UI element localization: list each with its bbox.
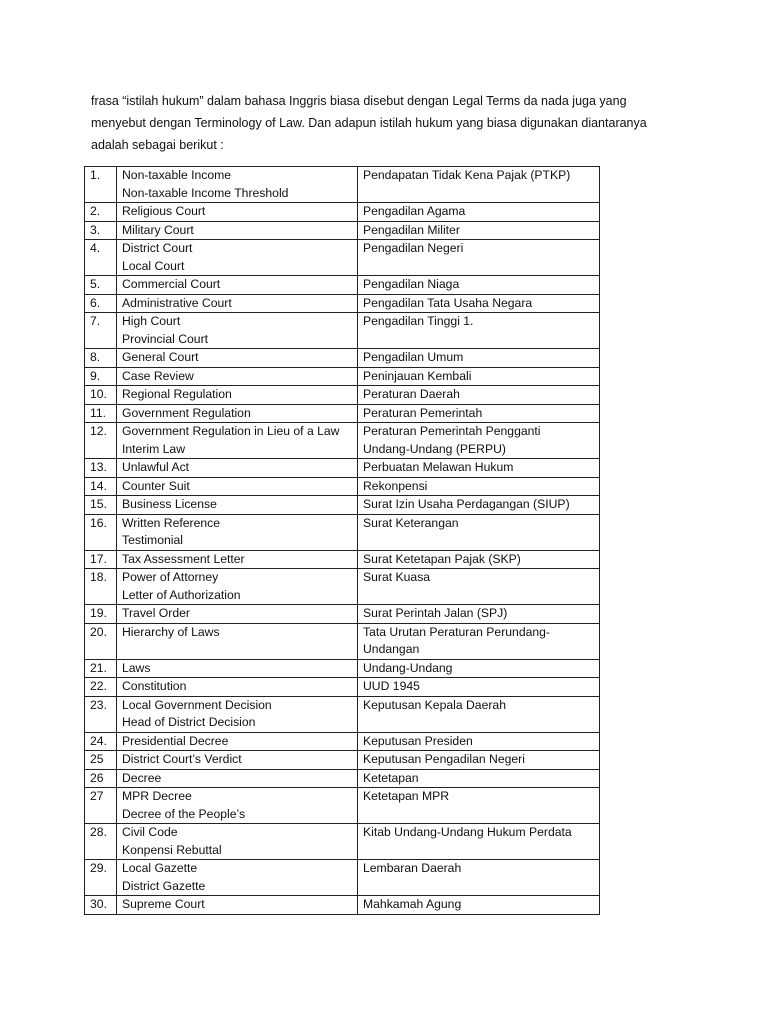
legal-terms-table-body [85,167,600,915]
english-term-cell [117,659,358,678]
english-term: District Gazette [122,878,206,893]
indonesian-term: Surat Perintah Jalan (SPJ) [363,606,508,620]
indonesian-term-cell [358,860,600,896]
row-number: 2. [85,203,117,222]
indonesian-term-cell [358,404,600,423]
row-number: 10. [85,386,117,405]
indonesian-term: Surat Keterangan [363,515,459,530]
table-row [85,569,600,605]
english-term-cell [117,605,358,624]
english-term-cell [117,751,358,770]
english-term-cell [117,221,358,240]
row-number: 4. [85,240,117,276]
row-number: 17. [85,550,117,569]
indonesian-term-cell [358,678,600,697]
english-term: Non-taxable Income Threshold [122,185,289,200]
table-row [85,477,600,496]
indonesian-term: Pengadilan Agama [363,204,466,218]
row-number: 24. [85,732,117,751]
indonesian-term-cell [358,696,600,732]
english-term: Regional Regulation [122,387,232,401]
english-term: Military Court [122,222,194,237]
english-term: MPR Decree [122,789,192,803]
row-number: 18. [85,569,117,605]
english-term-cell [117,896,358,915]
indonesian-term: Pengadilan Umum [363,350,464,364]
row-number: 23. [85,696,117,732]
table-row [85,751,600,770]
indonesian-term-cell [358,569,600,605]
indonesian-term: Surat Izin Usaha Perdagangan (SIUP) [363,497,570,511]
row-number: 30. [85,896,117,915]
english-term-cell [117,313,358,349]
indonesian-term: Keputusan Kepala Daerah [363,697,506,712]
english-term: Case Review [122,368,194,383]
indonesian-term: Peninjauan Kembali [363,368,472,383]
table-row [85,769,600,788]
english-term-cell [117,423,358,459]
indonesian-term: Peraturan Daerah [363,387,460,401]
indonesian-term: Undang-Undang (PERPU) [363,441,506,456]
indonesian-term: Surat Kuasa [363,570,431,584]
row-number: 15. [85,496,117,515]
indonesian-term-cell [358,896,600,915]
english-term-cell [117,294,358,313]
indonesian-term: Ketetapan [363,770,419,785]
english-term: Interim Law [122,441,185,456]
indonesian-term: Surat Ketetapan Pajak (SKP) [363,551,521,566]
indonesian-term: Undang-Undang [363,660,453,675]
indonesian-term: Peraturan Pemerintah [363,405,483,420]
table-row [85,659,600,678]
english-term: Local Court [122,258,185,273]
table-row [85,367,600,386]
intro-paragraph [91,90,691,156]
english-term: Power of Attorney [122,570,219,584]
table-row [85,860,600,896]
table-row [85,349,600,368]
english-term: Travel Order [122,606,190,620]
indonesian-term: Keputusan Presiden [363,733,473,748]
row-number: 25 [85,751,117,770]
indonesian-term-cell [358,605,600,624]
table-row [85,313,600,349]
english-term: District Court [122,241,193,255]
english-term-cell [117,514,358,550]
indonesian-term-cell [358,386,600,405]
indonesian-term: Pengadilan Tinggi 1. [363,314,474,328]
english-term: Administrative Court [122,295,232,310]
english-term-cell [117,276,358,295]
english-term: Decree of the People’s [122,806,246,821]
english-term: District Court’s Verdict [122,752,242,766]
legal-terms-table [84,166,600,915]
english-term-cell [117,496,358,515]
english-term: Laws [122,660,151,675]
english-term-cell [117,769,358,788]
row-number: 29. [85,860,117,896]
intro-line-2: menyebut dengan Terminology of Law. Dan adapun istilah hukum yang biasa digunakan diantaranya [91,116,647,130]
english-term-cell [117,349,358,368]
english-term: Presidential Decree [122,733,229,748]
indonesian-term-cell [358,550,600,569]
indonesian-term: Pengadilan Tata Usaha Negara [363,295,533,310]
indonesian-term: Pengadilan Negeri [363,241,464,255]
english-term: Testimonial [122,533,183,547]
english-term: General Court [122,350,199,364]
table-row [85,240,600,276]
table-row [85,276,600,295]
indonesian-term: Pengadilan Niaga [363,277,460,291]
indonesian-term-cell [358,423,600,459]
indonesian-term-cell [358,167,600,203]
table-row [85,896,600,915]
english-term: Hierarchy of Laws [122,624,220,639]
english-term-cell [117,550,358,569]
indonesian-term: Undangan [363,642,420,656]
row-number: 12. [85,423,117,459]
english-term: Tax Assessment Letter [122,551,245,566]
indonesian-term: UUD 1945 [363,679,420,693]
english-term-cell [117,203,358,222]
indonesian-term-cell [358,751,600,770]
english-term-cell [117,167,358,203]
row-number: 1. [85,167,117,203]
english-term-cell [117,477,358,496]
indonesian-term-cell [358,367,600,386]
indonesian-term-cell [358,294,600,313]
table-row [85,459,600,478]
table-row [85,221,600,240]
english-term-cell [117,732,358,751]
english-term: Non-taxable Income [122,168,232,182]
indonesian-term: Ketetapan MPR [363,789,450,803]
row-number: 14. [85,477,117,496]
table-row [85,678,600,697]
indonesian-term-cell [358,203,600,222]
indonesian-term-cell [358,221,600,240]
table-row [85,386,600,405]
indonesian-term-cell [358,824,600,860]
indonesian-term: Pengadilan Militer [363,222,460,237]
english-term-cell [117,386,358,405]
english-term-cell [117,459,358,478]
table-row [85,404,600,423]
indonesian-term-cell [358,659,600,678]
table-row [85,294,600,313]
indonesian-term-cell [358,276,600,295]
indonesian-term-cell [358,459,600,478]
indonesian-term: Kitab Undang-Undang Hukum Perdata [363,825,572,839]
row-number: 9. [85,367,117,386]
indonesian-term: Pendapatan Tidak Kena Pajak (PTKP) [363,168,571,182]
table-row [85,788,600,824]
english-term: Head of District Decision [122,715,256,729]
indonesian-term-cell [358,240,600,276]
row-number: 5. [85,276,117,295]
intro-line-1: frasa “istilah hukum” dalam bahasa Inggris biasa disebut dengan Legal Terms da nada juga yang [91,94,627,108]
indonesian-term-cell [358,514,600,550]
indonesian-term: Tata Urutan Peraturan Perundang- [363,624,550,639]
indonesian-term-cell [358,349,600,368]
english-term: High Court [122,314,181,328]
indonesian-term: Keputusan Pengadilan Negeri [363,752,525,766]
english-term-cell [117,788,358,824]
table-row [85,824,600,860]
row-number: 22. [85,678,117,697]
english-term: Provincial Court [122,331,209,346]
row-number: 16. [85,514,117,550]
indonesian-term-cell [358,732,600,751]
row-number: 26 [85,769,117,788]
table-row [85,167,600,203]
english-term: Local Gazette [122,861,198,875]
english-term: Government Regulation in Lieu of a Law [122,424,340,438]
row-number: 20. [85,623,117,659]
row-number: 27 [85,788,117,824]
english-term: Letter of Authorization [122,587,241,602]
table-row [85,605,600,624]
row-number: 8. [85,349,117,368]
indonesian-term-cell [358,769,600,788]
indonesian-term-cell [358,313,600,349]
english-term-cell [117,569,358,605]
english-term: Decree [122,770,162,785]
english-term: Counter Suit [122,478,190,493]
indonesian-term: Mahkamah Agung [363,897,462,911]
english-term-cell [117,678,358,697]
row-number: 11. [85,404,117,423]
indonesian-term-cell [358,788,600,824]
indonesian-term: Peraturan Pemerintah Pengganti [363,424,541,438]
table-row [85,623,600,659]
indonesian-term-cell [358,623,600,659]
indonesian-term-cell [358,477,600,496]
indonesian-term: Rekonpensi [363,478,428,493]
table-row [85,514,600,550]
intro-line-3: adalah sebagai berikut : [91,138,224,152]
table-row [85,696,600,732]
english-term-cell [117,824,358,860]
english-term: Government Regulation [122,405,251,420]
row-number: 21. [85,659,117,678]
english-term: Constitution [122,679,187,693]
english-term: Written Reference [122,515,220,530]
english-term: Konpensi Rebuttal [122,842,222,857]
english-term: Civil Code [122,825,178,839]
english-term-cell [117,367,358,386]
row-number: 13. [85,459,117,478]
english-term-cell [117,623,358,659]
table-row [85,203,600,222]
english-term-cell [117,404,358,423]
row-number: 28. [85,824,117,860]
english-term: Business License [122,497,217,511]
row-number: 6. [85,294,117,313]
english-term: Religious Court [122,204,206,218]
indonesian-term-cell [358,496,600,515]
english-term: Local Government Decision [122,697,272,712]
english-term: Unlawful Act [122,460,190,474]
english-term-cell [117,696,358,732]
table-row [85,423,600,459]
row-number: 19. [85,605,117,624]
english-term: Commercial Court [122,277,221,291]
table-row [85,550,600,569]
indonesian-term: Perbuatan Melawan Hukum [363,460,514,474]
row-number: 7. [85,313,117,349]
row-number: 3. [85,221,117,240]
table-row [85,732,600,751]
english-term-cell [117,860,358,896]
indonesian-term: Lembaran Daerah [363,861,462,875]
english-term: Supreme Court [122,897,205,911]
table-row [85,496,600,515]
english-term-cell [117,240,358,276]
